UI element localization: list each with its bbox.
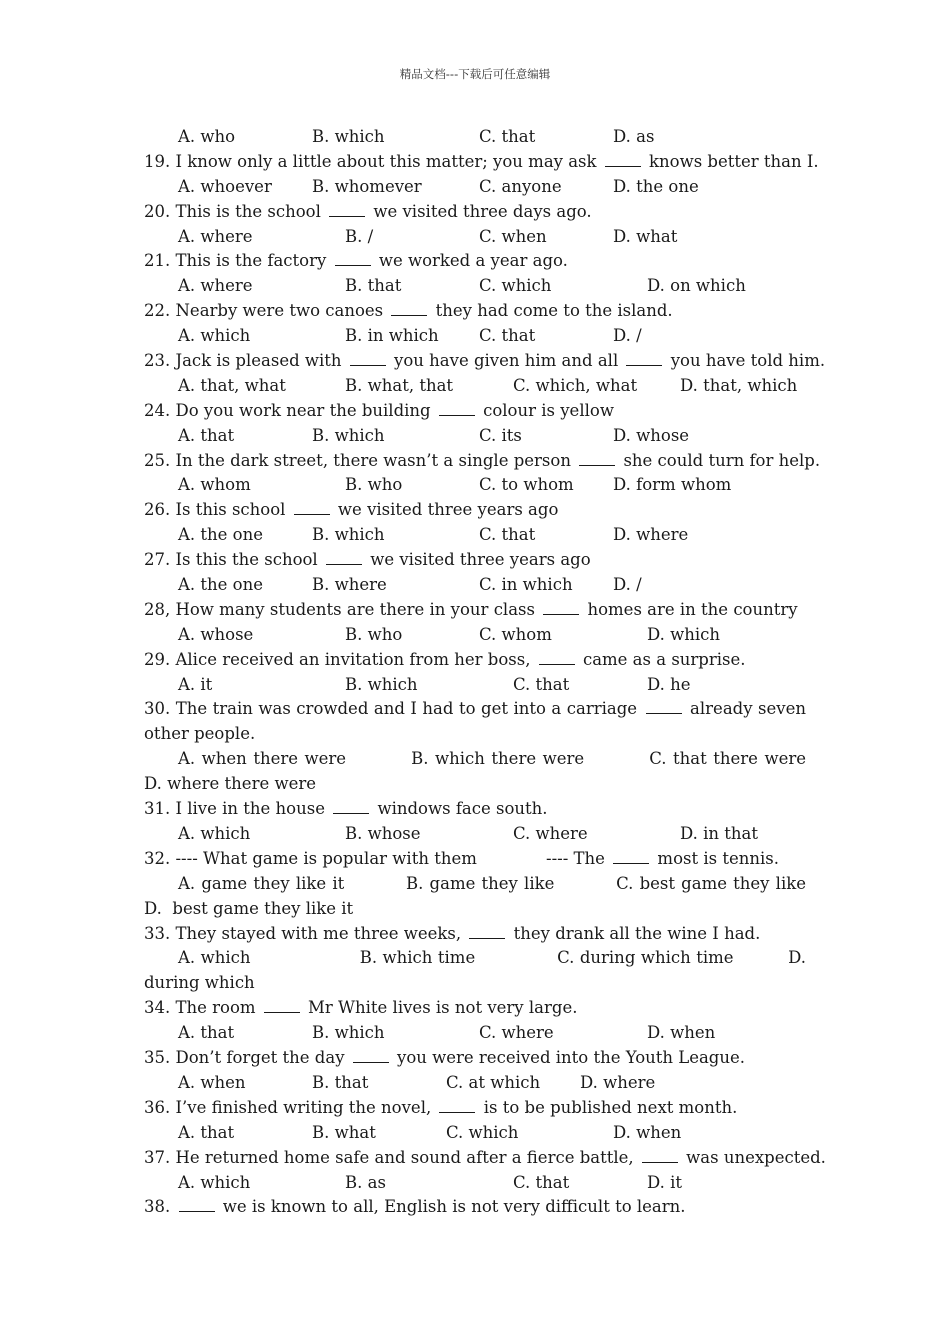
answer-option: C. that — [479, 127, 536, 146]
answer-blank — [333, 799, 369, 814]
question-text: 19. I know only a little about this matter; you may ask — [144, 151, 602, 171]
answer-option: B. what, that — [345, 375, 454, 395]
question-line — [144, 1046, 806, 1071]
answer-option: D. when — [613, 1122, 682, 1142]
question-text: you were received into the Youth League. — [391, 1048, 746, 1068]
question-line — [144, 648, 806, 673]
question-text: 32. ---- What game is popular with them — [144, 848, 477, 868]
answer-option: B. which — [312, 525, 385, 545]
question-line — [144, 548, 806, 573]
option-row — [144, 125, 806, 150]
question-text: Mr White lives is not very large. — [302, 998, 578, 1018]
answer-blank — [350, 351, 386, 366]
answer-option: C. which — [479, 276, 552, 296]
answer-option: A. that — [178, 1023, 235, 1043]
option-row — [144, 225, 806, 250]
question-text: 25. In the dark street, there wasn’t a single person — [144, 450, 577, 470]
question-line — [144, 449, 821, 474]
answer-option: D. which — [647, 624, 721, 644]
answer-option: A. where — [178, 226, 253, 246]
option-row — [144, 1071, 806, 1096]
answer-option: D. it — [647, 1172, 683, 1192]
answer-option: A. when — [178, 1072, 246, 1092]
question-text: they had come to the island. — [430, 301, 673, 321]
option-row — [144, 324, 806, 349]
answer-option: B. where — [312, 575, 387, 595]
answer-option: B. whose — [345, 824, 421, 843]
answer-option: D. form whom — [613, 475, 732, 495]
option-row — [144, 1171, 806, 1196]
question-text: 33. They stayed with me three weeks, — [144, 923, 467, 943]
answer-blank — [439, 401, 475, 416]
option-row — [144, 623, 806, 648]
answer-blank — [329, 202, 365, 217]
dialog-reply — [546, 847, 779, 872]
answer-blank — [539, 650, 575, 665]
answer-option: B. which — [312, 1023, 385, 1043]
answer-option: D. when — [647, 1023, 716, 1043]
question-text: you have given him and all — [388, 351, 624, 371]
option-row: A. which B. which time C. during which time D. during which — [144, 948, 833, 993]
question-text: 23. Jack is pleased with — [144, 351, 347, 371]
question-line — [144, 697, 806, 747]
question-text: 27. Is this the school — [144, 550, 323, 570]
question-line — [144, 498, 806, 523]
option-row — [144, 1021, 806, 1046]
answer-option: C. at which — [446, 1072, 541, 1092]
question-line — [144, 847, 806, 872]
answer-option: C. that — [513, 674, 570, 694]
answer-option: D. on which — [647, 276, 746, 296]
answer-option: D. / — [613, 326, 642, 346]
option-row — [144, 673, 806, 698]
answer-option: B. as — [345, 1172, 386, 1192]
option-row — [144, 822, 806, 847]
answer-option: B. who — [345, 475, 403, 495]
answer-option: C. where — [479, 1023, 554, 1043]
answer-option: A. that — [178, 425, 235, 445]
option-row: A. game they like it B. game they like C. best game they like D. best game they like it — [144, 873, 859, 918]
question-text: 37. He returned home safe and sound after a fierce battle, — [144, 1147, 639, 1167]
question-text: 36. I’ve finished writing the novel, — [144, 1097, 437, 1117]
question-text: colour is yellow — [477, 400, 614, 420]
question-text: knows better than I. — [643, 151, 819, 171]
answer-option: C. in which — [479, 575, 573, 595]
answer-option: A. whose — [178, 624, 254, 644]
answer-option: B. whomever — [312, 176, 422, 196]
question-line — [144, 797, 806, 822]
answer-blank — [642, 1148, 678, 1163]
question-text: 34. The room — [144, 998, 261, 1018]
answer-option: A. the one — [178, 575, 263, 595]
answer-blank — [543, 600, 579, 615]
option-row: A. when there were B. which there were C. that there were D. where there were — [144, 749, 859, 794]
answer-blank — [579, 451, 615, 466]
answer-option: D. in that — [680, 824, 759, 843]
answer-option: C. which, what — [513, 375, 638, 395]
answer-blank — [469, 924, 505, 939]
question-text: 21. This is the factory — [144, 251, 332, 271]
question-text: we is known to all, English is not very difficult to learn. — [217, 1197, 686, 1217]
question-text: 28, How many students are there in your class — [144, 599, 541, 619]
question-line — [144, 249, 806, 274]
answer-option: D. he — [647, 674, 691, 694]
question-line — [144, 1146, 826, 1171]
answer-option: C. which — [446, 1122, 519, 1142]
question-line — [144, 399, 806, 424]
answer-option: C. that — [513, 1172, 570, 1192]
option-row — [144, 473, 806, 498]
answer-option: C. that — [479, 525, 536, 545]
answer-option: A. whoever — [178, 176, 272, 196]
question-text: we visited three days ago. — [368, 201, 592, 221]
answer-option: B. which — [312, 425, 385, 445]
answer-option: D. the one — [613, 176, 699, 196]
answer-blank — [264, 998, 300, 1013]
answer-option: B. in which — [345, 326, 439, 346]
question-text: 20. This is the school — [144, 201, 327, 221]
question-text: 24. Do you work near the building — [144, 400, 436, 420]
answer-option: B. which — [312, 127, 385, 146]
question-text: 31. I live in the house — [144, 799, 331, 819]
answer-blank — [326, 550, 362, 565]
answer-option: C. where — [513, 824, 588, 843]
question-text: most is tennis. — [652, 848, 779, 868]
question-text: is to be published next month. — [478, 1097, 738, 1117]
answer-blank — [626, 351, 662, 366]
answer-option: A. which — [178, 1172, 251, 1192]
answer-option: C. anyone — [479, 176, 562, 196]
option-row — [144, 424, 806, 449]
question-line — [144, 349, 826, 374]
answer-blank — [646, 699, 682, 714]
answer-option: D. as — [613, 127, 655, 146]
answer-option: B. who — [345, 624, 403, 644]
option-row — [144, 1121, 806, 1146]
answer-option: A. the one — [178, 525, 263, 545]
answer-option: A. which — [178, 824, 251, 843]
question-text: came as a surprise. — [577, 649, 746, 669]
question-line — [144, 1195, 806, 1220]
answer-option: C. that — [479, 326, 536, 346]
question-line — [144, 150, 819, 175]
answer-blank — [294, 500, 330, 515]
question-text: ---- The — [546, 848, 611, 868]
answer-option: D. that, which — [680, 375, 798, 395]
option-row — [144, 274, 806, 299]
question-text: 30. The train was crowded and I had to get into a carriage — [144, 699, 643, 719]
option-row — [144, 523, 806, 548]
answer-option: B. that — [312, 1072, 369, 1092]
answer-option: A. it — [178, 674, 213, 694]
question-text: 26. Is this school — [144, 500, 291, 520]
answer-option: B. which — [345, 674, 418, 694]
question-line — [144, 299, 806, 324]
answer-option: C. when — [479, 226, 547, 246]
question-line — [144, 922, 806, 947]
answer-option: D. where — [613, 525, 689, 545]
answer-option: C. whom — [479, 624, 552, 644]
question-text: you have told him. — [665, 351, 826, 371]
question-text: we worked a year ago. — [373, 251, 568, 271]
answer-option: A. that — [178, 1122, 235, 1142]
question-text: homes are in the country — [582, 599, 798, 619]
question-line — [144, 1096, 806, 1121]
question-line — [144, 996, 806, 1021]
question-text: 29. Alice received an invitation from her boss, — [144, 649, 536, 669]
answer-option: A. where — [178, 276, 253, 296]
question-line — [144, 598, 806, 623]
option-row — [144, 175, 806, 200]
question-text: they drank all the wine I had. — [508, 923, 761, 943]
question-text: was unexpected. — [680, 1147, 826, 1167]
option-row — [144, 573, 806, 598]
question-text: she could turn for help. — [618, 450, 821, 470]
answer-option: B. / — [345, 226, 374, 246]
option-row — [144, 374, 806, 399]
question-list — [144, 125, 859, 1220]
question-text: windows face south. — [372, 799, 548, 819]
answer-option: C. its — [479, 425, 522, 445]
answer-blank — [179, 1197, 215, 1212]
question-text: 38. — [144, 1197, 176, 1217]
answer-option: A. who — [178, 127, 236, 146]
answer-blank — [353, 1048, 389, 1063]
question-text: we visited three years ago — [364, 550, 591, 570]
answer-blank — [335, 251, 371, 266]
answer-option: C. to whom — [479, 475, 574, 495]
answer-option: A. whom — [178, 475, 251, 495]
answer-option: D. what — [613, 226, 678, 246]
answer-blank — [391, 301, 427, 316]
answer-blank — [613, 849, 649, 864]
answer-option: B. what — [312, 1122, 376, 1142]
page-header: 精品文档---下载后可任意编辑 — [399, 67, 551, 81]
answer-option: D. / — [613, 575, 642, 595]
answer-option: A. that, what — [178, 375, 286, 395]
answer-option: D. whose — [613, 425, 690, 445]
answer-option: D. where — [580, 1072, 656, 1092]
answer-blank — [439, 1098, 475, 1113]
question-text: 22. Nearby were two canoes — [144, 301, 389, 321]
answer-option: A. which — [178, 326, 251, 346]
answer-option: B. that — [345, 276, 402, 296]
answer-blank — [605, 152, 641, 167]
question-text: 35. Don’t forget the day — [144, 1048, 350, 1068]
question-line — [144, 200, 806, 225]
question-text: already seven other people. — [144, 699, 806, 744]
question-text: we visited three years ago — [332, 500, 559, 520]
